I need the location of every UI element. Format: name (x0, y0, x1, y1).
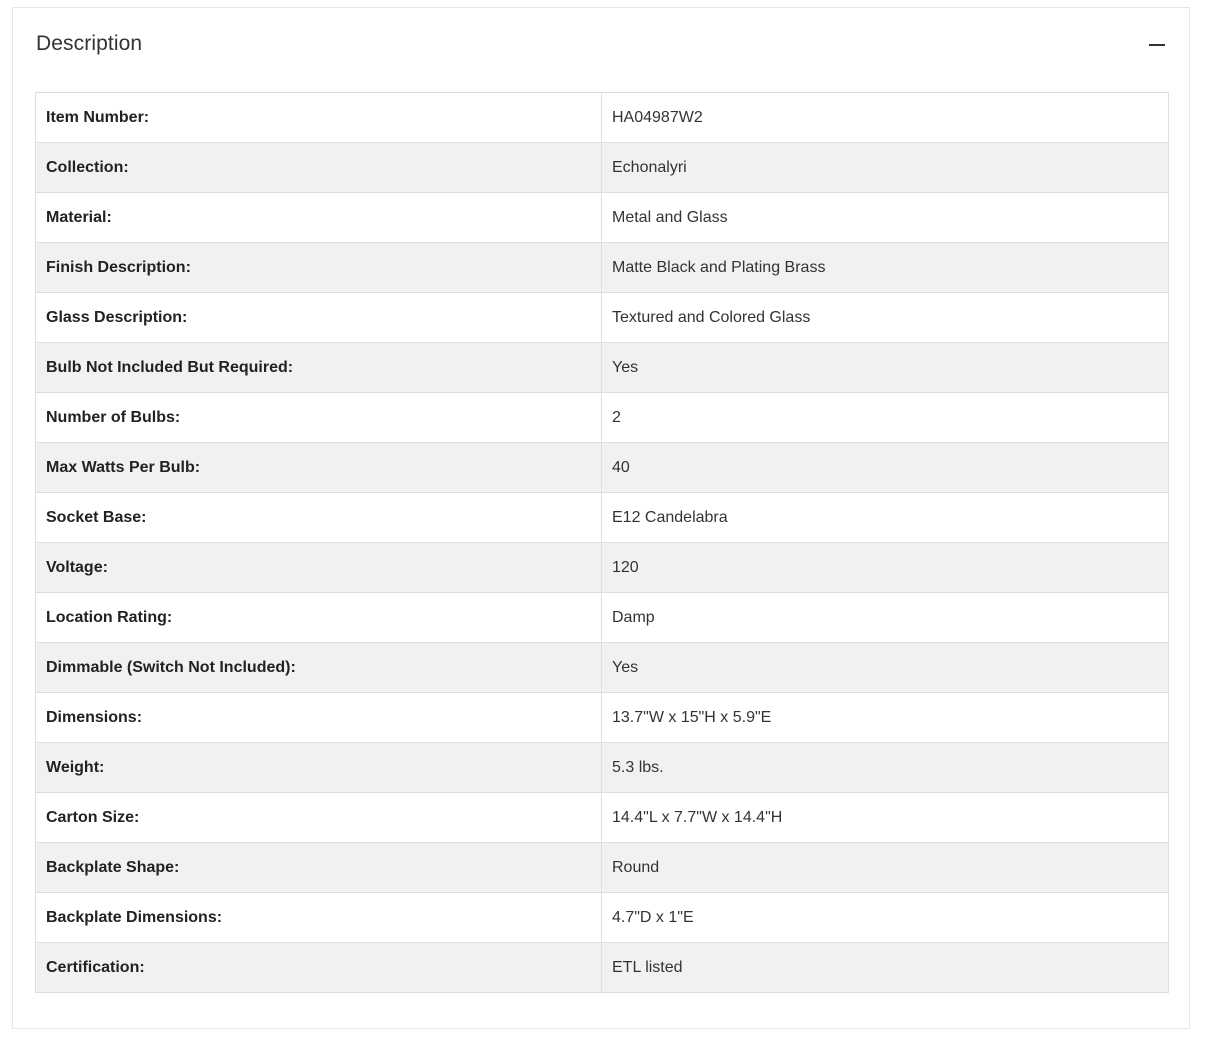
table-row (36, 643, 1169, 693)
table-row (36, 393, 1169, 443)
spec-label: Carton Size: (36, 793, 602, 843)
table-row (36, 443, 1169, 493)
spec-value: Metal and Glass (602, 193, 1169, 243)
spec-value: Textured and Colored Glass (602, 293, 1169, 343)
spec-value: 40 (602, 443, 1169, 493)
spec-label: Voltage: (36, 543, 602, 593)
spec-value: 120 (602, 543, 1169, 593)
table-row (36, 93, 1169, 143)
minus-icon-bar (1149, 44, 1165, 46)
table-row (36, 543, 1169, 593)
spec-label: Item Number: (36, 93, 602, 143)
minus-icon[interactable] (1148, 36, 1165, 53)
spec-label: Glass Description: (36, 293, 602, 343)
spec-value: Round (602, 843, 1169, 893)
spec-label: Max Watts Per Bulb: (36, 443, 602, 493)
spec-label: Dimmable (Switch Not Included): (36, 643, 602, 693)
spec-label: Number of Bulbs: (36, 393, 602, 443)
spec-value: Yes (602, 343, 1169, 393)
table-row (36, 793, 1169, 843)
spec-value: Damp (602, 593, 1169, 643)
description-panel-header[interactable] (13, 8, 1189, 82)
spec-label: Certification: (36, 943, 602, 993)
table-row (36, 743, 1169, 793)
table-row (36, 693, 1169, 743)
table-row (36, 343, 1169, 393)
spec-value: Matte Black and Plating Brass (602, 243, 1169, 293)
specs-table (35, 92, 1169, 993)
description-panel (12, 7, 1190, 1029)
table-row (36, 843, 1169, 893)
spec-value: 5.3 lbs. (602, 743, 1169, 793)
spec-label: Backplate Dimensions: (36, 893, 602, 943)
spec-value: HA04987W2 (602, 93, 1169, 143)
spec-value: E12 Candelabra (602, 493, 1169, 543)
spec-value: 13.7"W x 15"H x 5.9"E (602, 693, 1169, 743)
spec-value: Echonalyri (602, 143, 1169, 193)
table-row (36, 893, 1169, 943)
spec-label: Backplate Shape: (36, 843, 602, 893)
spec-label: Location Rating: (36, 593, 602, 643)
table-row (36, 293, 1169, 343)
spec-value: 4.7"D x 1"E (602, 893, 1169, 943)
spec-value: ETL listed (602, 943, 1169, 993)
spec-label: Finish Description: (36, 243, 602, 293)
table-row (36, 143, 1169, 193)
spec-label: Weight: (36, 743, 602, 793)
spec-value: Yes (602, 643, 1169, 693)
table-row (36, 243, 1169, 293)
spec-label: Material: (36, 193, 602, 243)
table-row (36, 943, 1169, 993)
panel-title: Description (36, 32, 143, 55)
spec-label: Socket Base: (36, 493, 602, 543)
spec-value: 14.4"L x 7.7"W x 14.4"H (602, 793, 1169, 843)
spec-label: Dimensions: (36, 693, 602, 743)
table-row (36, 193, 1169, 243)
spec-label: Bulb Not Included But Required: (36, 343, 602, 393)
spec-value: 2 (602, 393, 1169, 443)
table-row (36, 493, 1169, 543)
spec-label: Collection: (36, 143, 602, 193)
table-row (36, 593, 1169, 643)
